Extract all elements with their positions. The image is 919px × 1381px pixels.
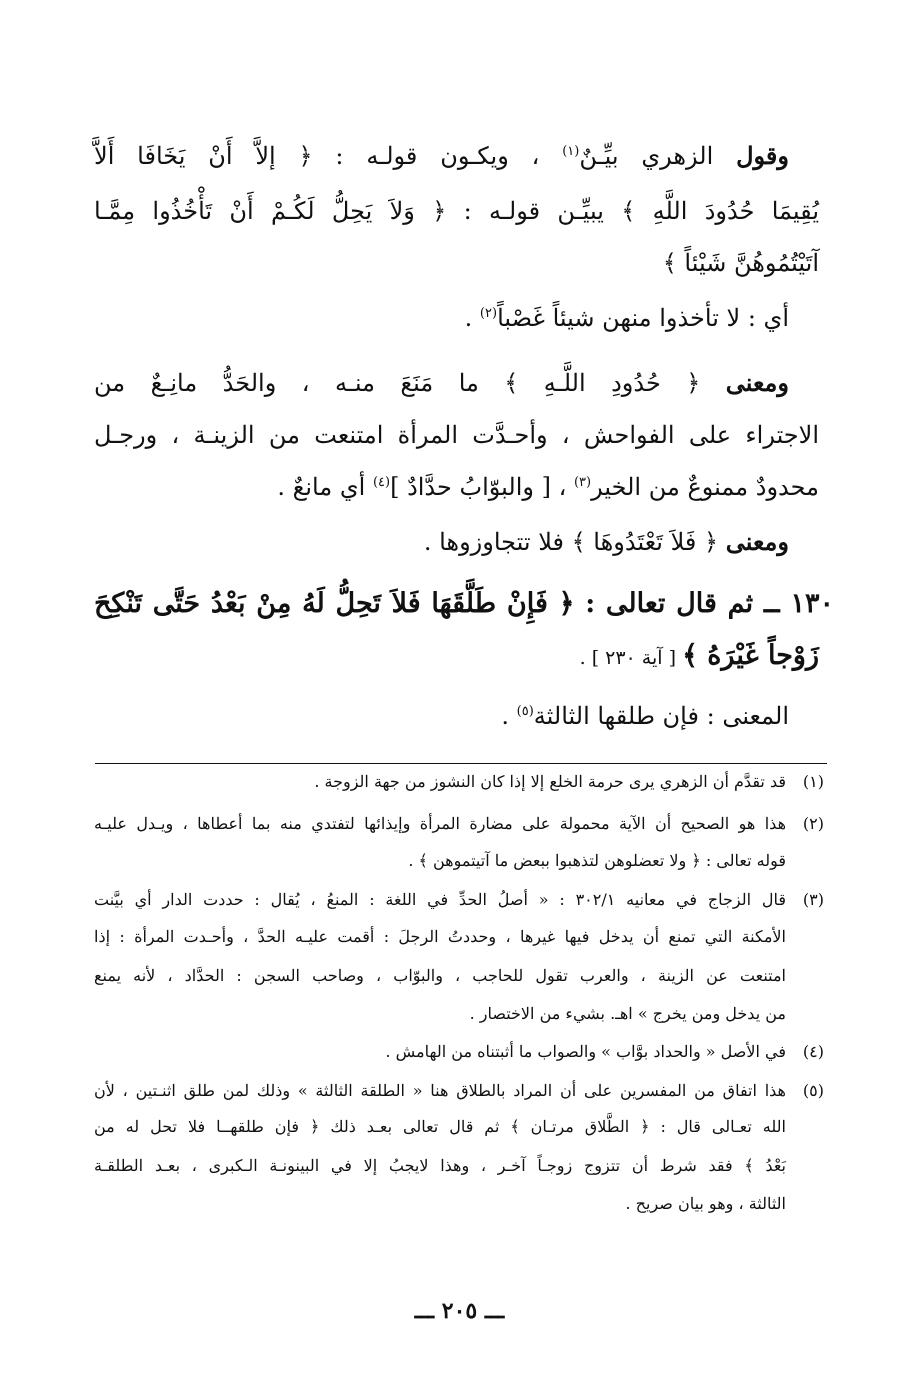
text-run: الزهري بيِّـنٌ [579, 142, 737, 170]
paragraph-2 [94, 298, 789, 338]
text-run: . [501, 702, 517, 730]
verse-reference: [ آية ٢٣٠ ] . [579, 647, 683, 669]
footnote-number: (٣) [802, 890, 824, 909]
footnote-number: (١) [802, 772, 824, 791]
page-number: ـــ ٢٠٥ ـــ [414, 1298, 505, 1324]
text-run: المعنى : فإن طلقها الثالثة [533, 702, 789, 730]
footnote-line: امتنعت عن الزينة ، والعرب تقول للحاجب ، والبوّاب ، وصاحب السجن : الحدَّاد ، لأنه يمنع [94, 966, 786, 985]
footnote-ref-1: (١) [562, 144, 580, 159]
paragraph-1-line-3: آتَيْتُمُوهُنَّ شَيْئاً ﴾ [662, 249, 819, 277]
paragraph-3-line-2: الاجتراء على الفواحش ، وأحـدَّت المرأة امتنعت من الزينـة ، ورجـل [94, 421, 819, 449]
footnote-line: هذا هو الصحيح أن الآية محمولة على مضارة المرأة وإيذائها لتفتدي منه بما أعطاها ، ويـدل عليـه [94, 814, 786, 833]
keyword: ومعنى [725, 368, 789, 397]
footnote-number: (٤) [802, 1042, 824, 1061]
footnote-line: بَعْدُ ﴾ فقد شرط أن تتزوج زوجـاً آخـر ، وهذا لايجبُ إلا في البينونـة الـكبرى ، بعـد الطلقـة [94, 1156, 786, 1175]
text-run: أي مانعٌ . [277, 473, 373, 501]
footnote-line: الثالثة ، وهو بيان صريح . [625, 1194, 786, 1213]
verse-text: زَوْجاً غَيْرَهُ ﴾ [682, 640, 819, 671]
keyword: ومعنى [725, 527, 789, 556]
text-run: أي : لا تأخذوا منهن شيئاً غَصْباً [497, 304, 789, 332]
paragraph-4 [94, 522, 789, 562]
verse-heading-line-1 [94, 584, 834, 624]
footnote-line: هذا اتفاق من المفسرين على أن المراد بالطلاق هنا « الطلقة الثالثة » وذلك لمن طلق اثنـتين ، لأن [94, 1081, 786, 1100]
footnote-line: الأمكنة التي تمنع أن يدخل فيها غيرها ، وحددتُ الرجلَ : أقمت عليـه الحدَّ ، وأحـدت المرأة : إذا [94, 927, 786, 946]
paragraph-6 [94, 696, 789, 736]
paragraph-3-line-1 [94, 363, 789, 403]
text-run: ثم قال تعالى : ﴿ فَإِنْ طَلَّقَهَا فَلاَ تَحِلُّ لَهُ مِنْ بَعْدُ حَتَّى تَنْكِحَ [94, 588, 764, 619]
paragraph-1-line-2: يُقِيمَا حُدُودَ اللَّهِ ﴾ يبيِّـن قولـه : ﴿ وَلاَ يَحِلُّ لَكُـمْ أَنْ تَأْخُذُوا مِمَّـا [94, 197, 819, 225]
footnote-line: الله تعـالى قال : ﴿ الطَّلاق مرتـان ﴾ ثم قال تعالى بعـد ذلك ﴿ فإن طلقهــا فلا تحل له من [94, 1117, 787, 1136]
text-run: ﴿ حُدُودِ اللَّـهِ ﴾ ما مَنَعَ منـه ، والحَدُّ مانِـعٌ من [94, 369, 726, 397]
text-run: ، [ والبوّابُ حدَّادٌ ] [390, 473, 574, 501]
footnote-ref-5: (٥) [516, 704, 534, 719]
text-run: محدودٌ ممنوعٌ من الخير [591, 473, 819, 501]
footnote-line: من يدخل ومن يخرج » اهـ. بشيء من الاختصار . [469, 1004, 786, 1023]
paragraph-3-line-3 [94, 467, 819, 507]
footnote-line: قال الزجاج في معانيه ٣٠٢/١ : « أصلُ الحدِّ في اللغة : المنعُ ، يُقال : حددت الدار أي بيَّنت [94, 890, 787, 909]
footnote-number: (٢) [802, 814, 824, 833]
text-run: ، ويكـون قولـه : ﴿ إلاَّ أَنْ يَخَافَا أَلاَّ [94, 142, 563, 170]
footnote-line: في الأصل « والحداد بوَّاب » والصواب ما أثبتناه من الهامش . [385, 1042, 786, 1061]
item-number: ١٣٠ ــ [763, 588, 834, 619]
footnote-ref-2: (٢) [479, 306, 498, 321]
paragraph-1-line-1 [94, 136, 789, 176]
footnote-line: قوله تعالى : ﴿ ولا تعضلوهن لتذهبوا ببعض ما آتيتموهن ﴾ . [408, 851, 786, 870]
text-run: . [464, 304, 480, 332]
footnote-line: قد تقدَّم أن الزهري يرى حرمة الخلع إلا إذا كان النشوز من جهة الزوجة . [314, 772, 786, 791]
verse-heading-line-2 [94, 636, 819, 678]
main-text [94, 0, 834, 760]
footnote-separator [95, 763, 827, 764]
text-run: ﴿ فَلاَ تَعْتَدُوهَا ﴾ فلا تتجاوزوها . [423, 528, 726, 556]
footnote-ref-4: (٤) [372, 475, 391, 490]
footnote-number: (٥) [802, 1081, 824, 1100]
keyword: وقول [736, 141, 789, 170]
footnote-ref-3: (٣) [573, 475, 592, 490]
